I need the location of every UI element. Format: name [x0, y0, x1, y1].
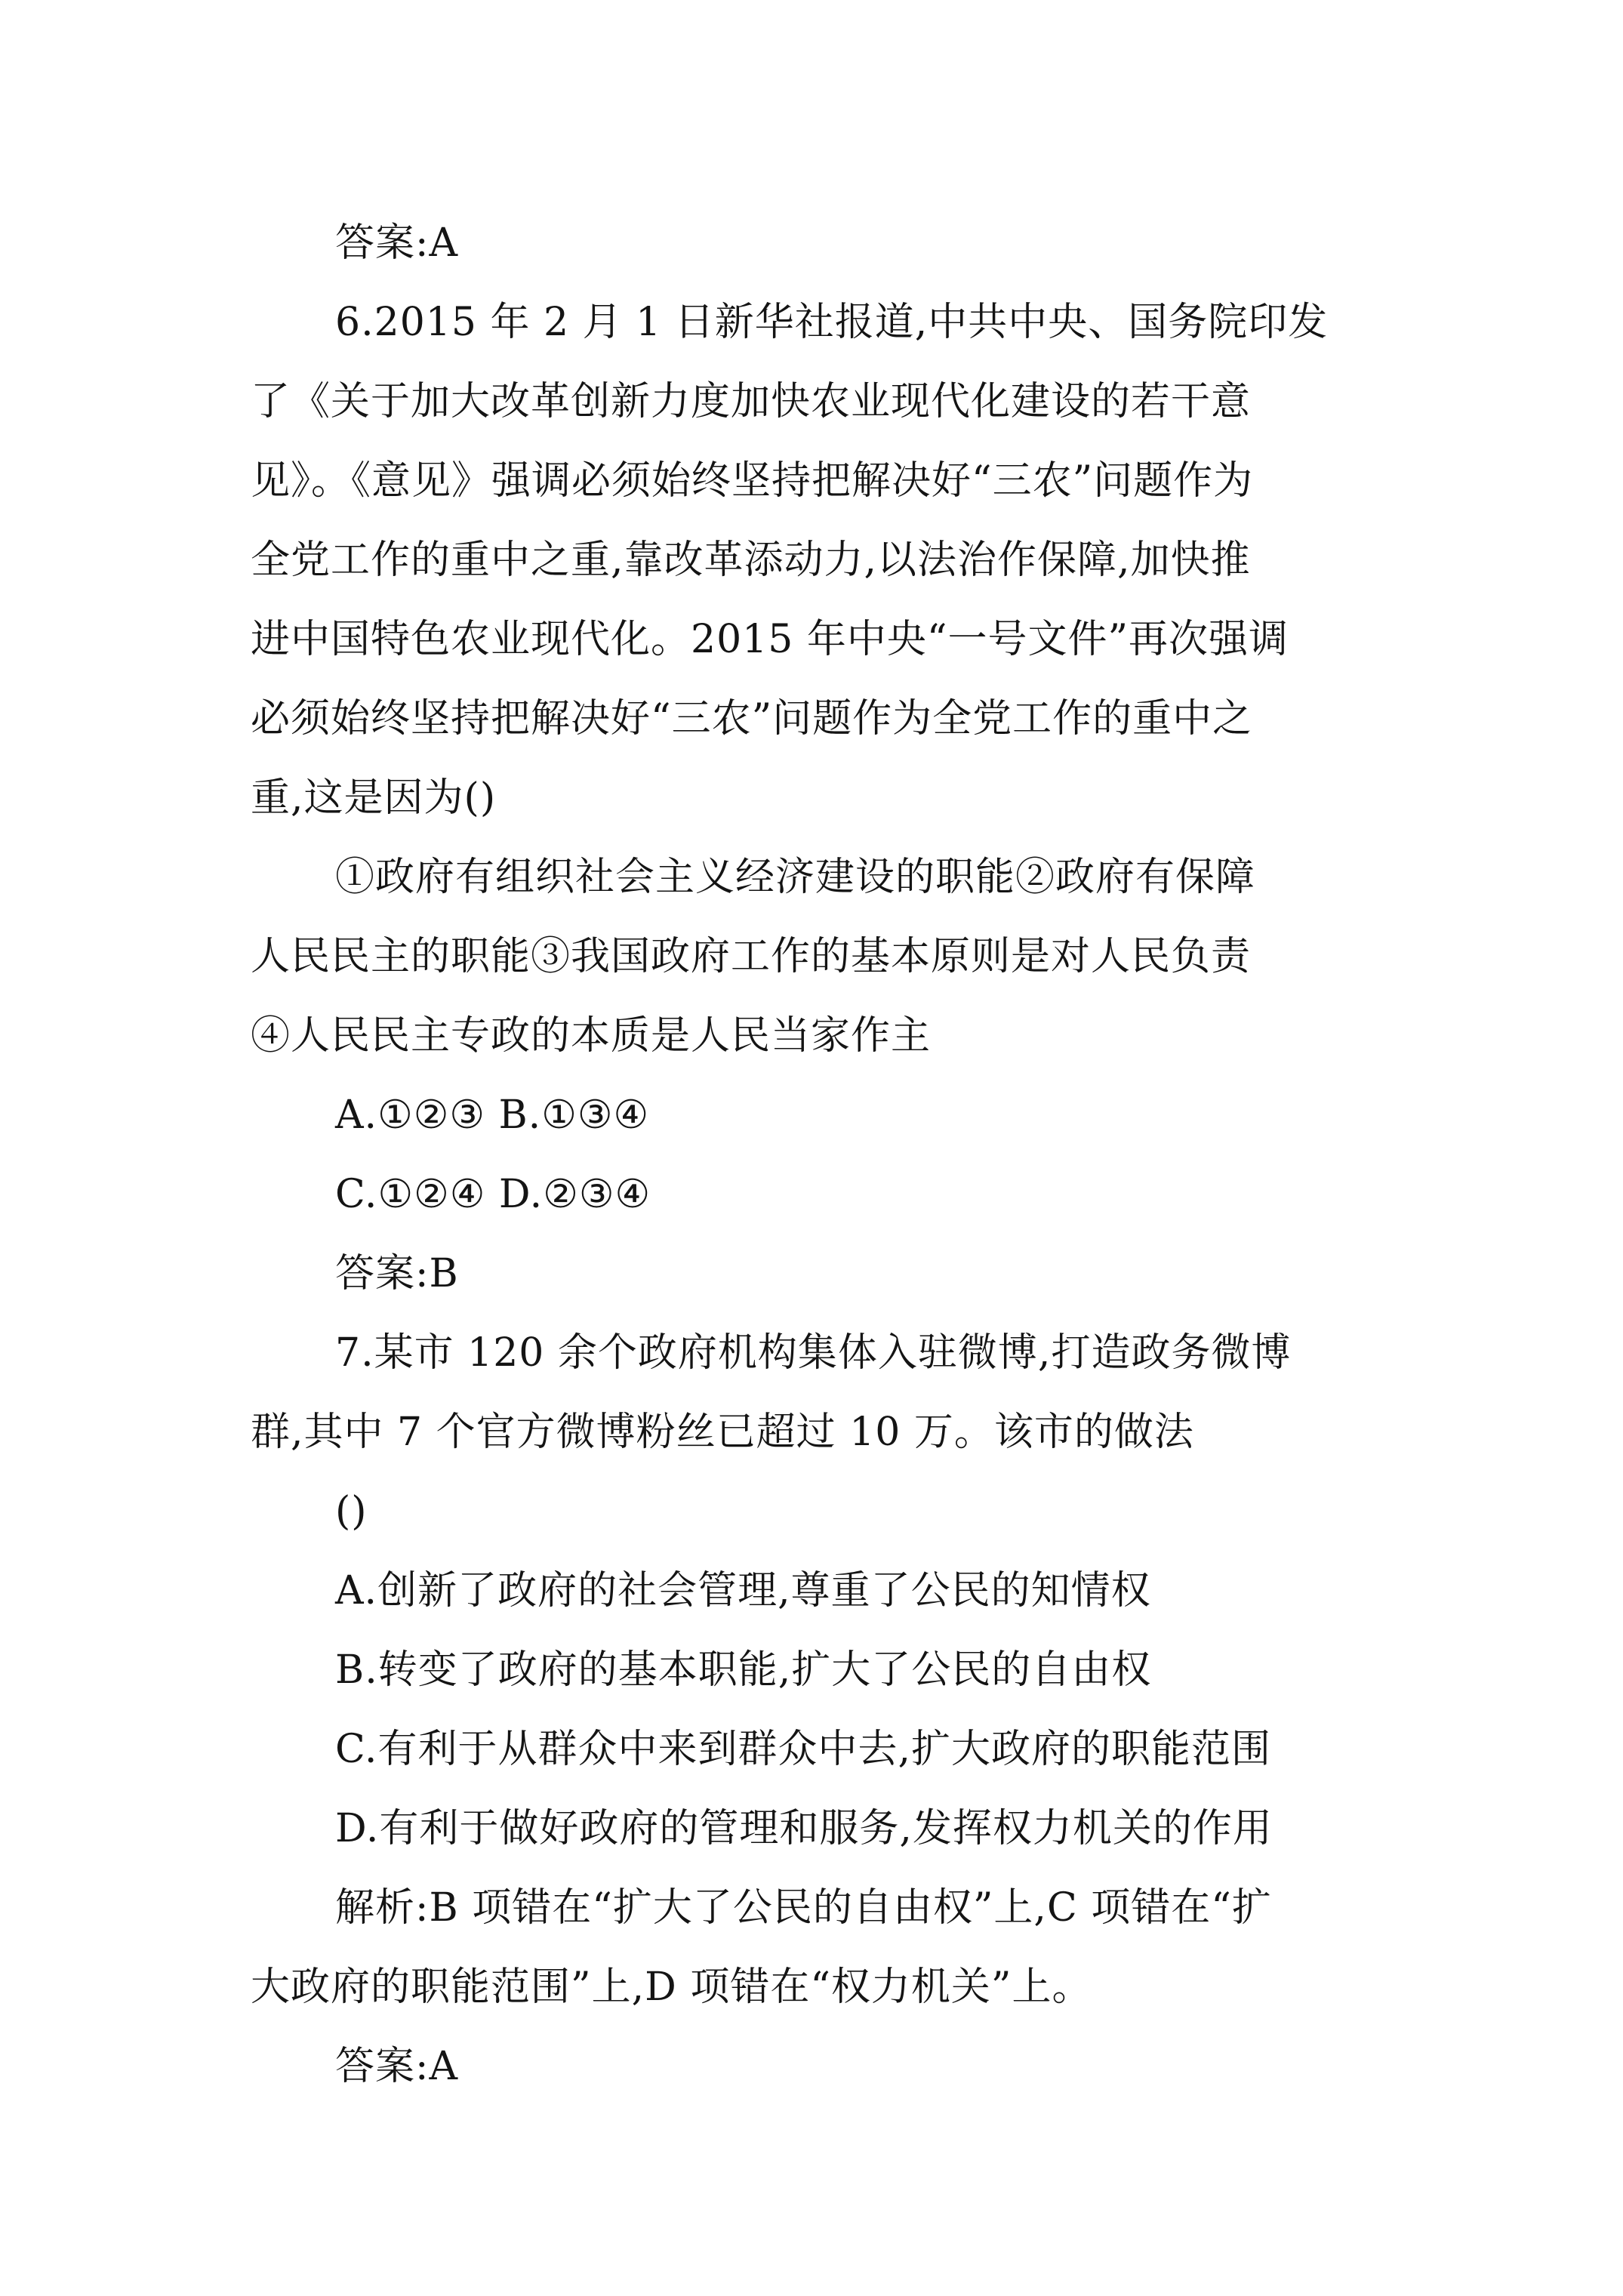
q6-line-3: 见》。《意见》强调必须始终坚持把解决好“三农”问题作为	[251, 458, 1254, 504]
q6-statement-3: ④人民民主专政的本质是人民当家作主	[251, 1013, 932, 1059]
q6-line-1: 6.2015 年 2 月 1 日新华社报道,中共中央、国务院印发	[335, 300, 1329, 345]
q6-line-5: 进中国特色农业现代化。2015 年中央“一号文件”再次强调	[251, 617, 1289, 662]
answer-prev: 答案:A	[335, 220, 459, 266]
q6-line-7: 重,这是因为()	[251, 775, 497, 821]
q6-line-6: 必须始终坚持把解决好“三农”问题作为全党工作的重中之	[251, 696, 1253, 741]
q6-options-row-2: C.①②④ D.②③④	[335, 1172, 651, 1217]
q7-line-1: 7.某市 120 余个政府机构集体入驻微博,打造政务微博	[335, 1330, 1292, 1376]
q6-statement-1: ①政府有组织社会主义经济建设的职能②政府有保障	[335, 855, 1256, 900]
q6-options-row-1: A.①②③ B.①③④	[335, 1093, 650, 1138]
q7-option-a: A.创新了政府的社会管理,尊重了公民的知情权	[335, 1568, 1151, 1613]
q7-option-c: C.有利于从群众中来到群众中去,扩大政府的职能范围	[335, 1727, 1271, 1772]
q6-answer: 答案:B	[335, 1251, 459, 1296]
q7-line-3: ()	[335, 1489, 368, 1534]
q7-analysis-1: 解析:B 项错在“扩大了公民的自由权”上,C 项错在“扩	[335, 1885, 1272, 1931]
q7-answer: 答案:A	[335, 2044, 459, 2089]
q7-option-d: D.有利于做好政府的管理和服务,发挥权力机关的作用	[335, 1806, 1273, 1851]
q7-option-b: B.转变了政府的基本职能,扩大了公民的自由权	[335, 1647, 1152, 1693]
q6-statement-2: 人民民主的职能③我国政府工作的基本原则是对人民负责	[251, 934, 1252, 979]
q6-line-4: 全党工作的重中之重,靠改革添动力,以法治作保障,加快推	[251, 538, 1251, 583]
q7-analysis-2: 大政府的职能范围”上,D 项错在“权力机关”上。	[251, 1965, 1092, 2010]
q7-line-2: 群,其中 7 个官方微博粉丝已超过 10 万。该市的做法	[251, 1410, 1194, 1455]
q6-line-2: 了《关于加大改革创新力度加快农业现代化建设的若干意	[251, 379, 1252, 424]
